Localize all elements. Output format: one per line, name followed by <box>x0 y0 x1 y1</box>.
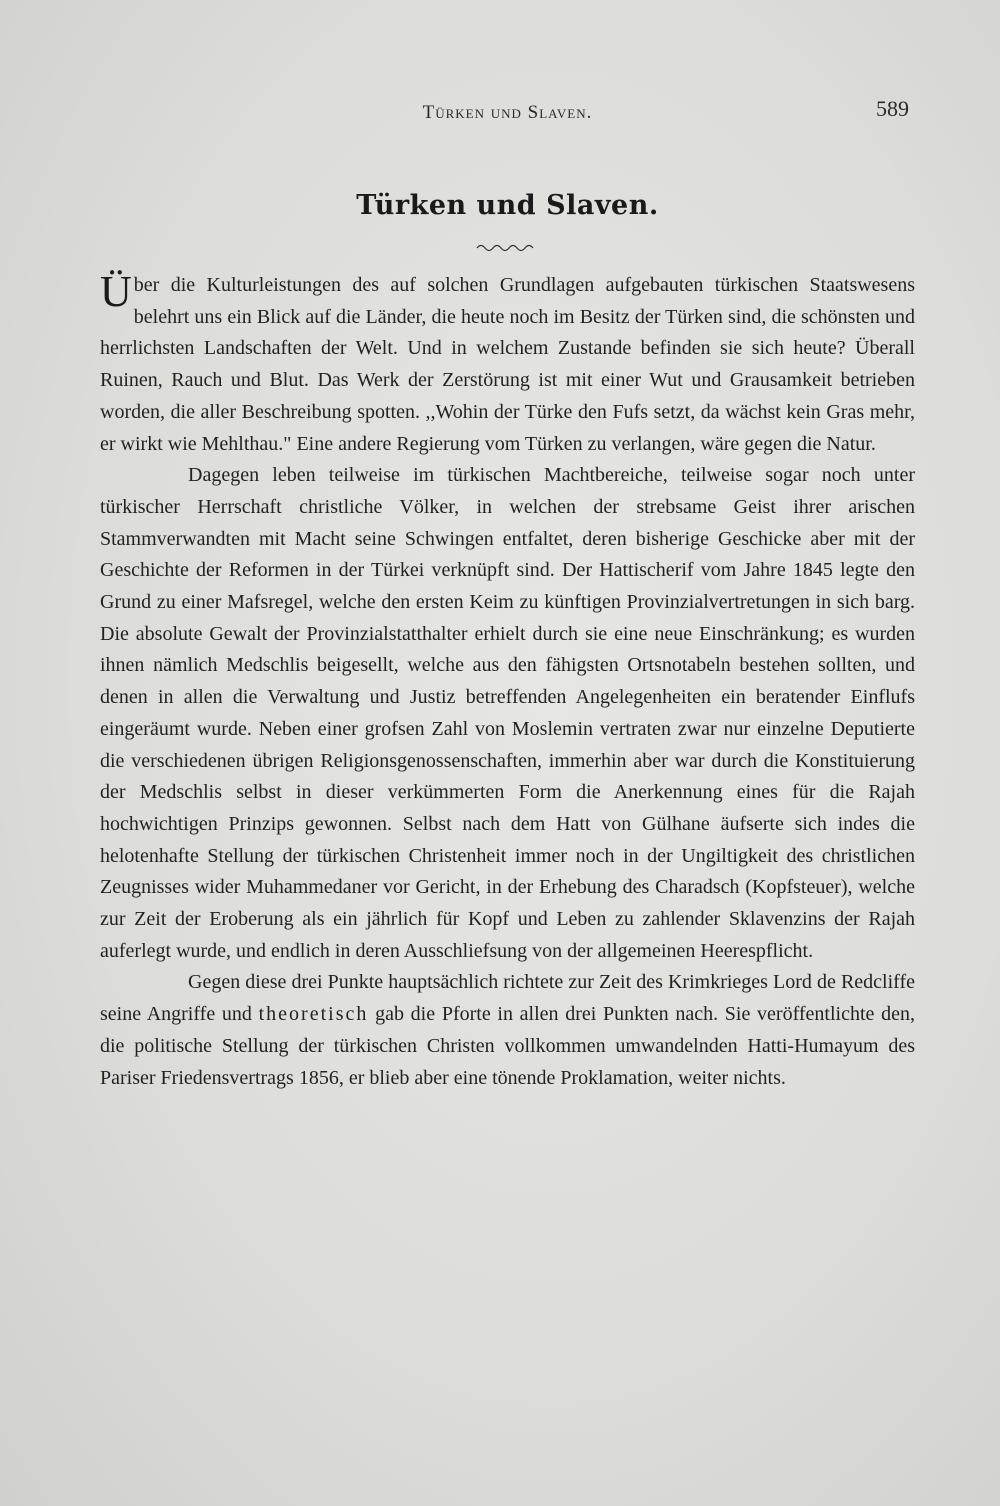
chapter-title: Türken und Slaven. <box>356 190 659 221</box>
page-number: 589 <box>876 96 909 121</box>
running-title: Türken und Slaven. <box>422 102 593 123</box>
paragraph-3-text-before: Gegen diese drei Punkte hauptsächlich richtete zur Zeit des Krimkrieges Lord de Redcliffe seine Angriffe und <box>100 971 915 1026</box>
paragraph-1-text: ber die Kulturleistungen des auf solchen Grundlagen aufgebauten türkischen Staatswesens belehrt uns ein Blick auf die Länder, die heute noch im Besitz der Türken sind, die schönsten und herrlichsten Landschaften der Welt. Und in welchem Zustande befinden sie sich heute? Überall Ruinen, Rauch und Blut. Das Werk der Zerstörung ist mit einer Wut und Grausamkeit betrieben worden, die aller Beschreibung spotten. ,,Wohin der Türke den Fufs setzt, da wächst kein Gras mehr, er wirkt wie Mehlthau." Eine andere Regierung vom Türken zu verlangen, wäre gegen die Natur. <box>100 274 915 455</box>
running-head <box>100 96 915 132</box>
paragraph-3-text-after: gab die Pforte in allen drei Punkten nach. Sie veröffentlichte den, die politische Stellung der türkischen Christen vollkommen umwandelnden Hatti-Humayum des Pariser Friedensvertrags 1856, er blieb aber eine tönende Proklamation, weiter nichts. <box>100 1003 915 1089</box>
paragraph-1 <box>100 267 915 460</box>
ornament-divider-icon <box>475 240 535 254</box>
paragraph-3-spaced-word: theoretisch <box>258 1003 369 1026</box>
text-body <box>100 267 915 1094</box>
paragraph-3 <box>100 967 915 1094</box>
paragraph-2: Dagegen leben teilweise im türkischen Machtbereiche, teilweise sogar noch unter türkischer Herrschaft christliche Völker, in welchen der strebsame Geist ihrer arischen Stammverwandten mit Macht seine Schwingen entfaltet, deren bisherige Geschicke aber mit der Geschichte der Reformen in der Türkei verknüpft sind. Der Hattischerif vom Jahre 1845 legte den Grund zu einer Mafsregel, welche den ersten Keim zu künftigen Provinzialvertretungen in sich barg. Die absolute Gewalt der Provinzialstatthalter erhielt durch sie eine neue Einschränkung; es wurden ihnen nämlich Medschlis beigesellt, welche aus den fähigsten Ortsnotabeln bestehen sollten, und denen in allen die Verwaltung und Justiz betreffenden Angelegenheiten ein beratender Einflufs eingeräumt wurde. Neben einer grofsen Zahl von Moslemin vertraten zwar nur einzelne Deputierte die verschiedenen übrigen Religionsgenossenschaften, immerhin aber war durch die Konstituierung der Medschlis selbst in dieser verkümmerten Form die Anerkennung eines für die Rajah hochwichtigen Prinzips gewonnen. Selbst nach dem Hatt von Gülhane äufserte sich indes die helotenhafte Stellung der türkischen Christenheit immer noch in der Ungiltigkeit des christlichen Zeugnisses wider Muhammedaner vor Gericht, in der Erhebung des Charadsch (Kopfsteuer), welche zur Zeit der Eroberung als ein jährlich für Kopf und Leben zu zahlender Sklavenzins der Rajah auferlegt wurde, und endlich in deren Ausschliefsung von der allgemeinen Heerespflicht. <box>100 464 915 962</box>
drop-cap: Ü <box>100 267 132 316</box>
